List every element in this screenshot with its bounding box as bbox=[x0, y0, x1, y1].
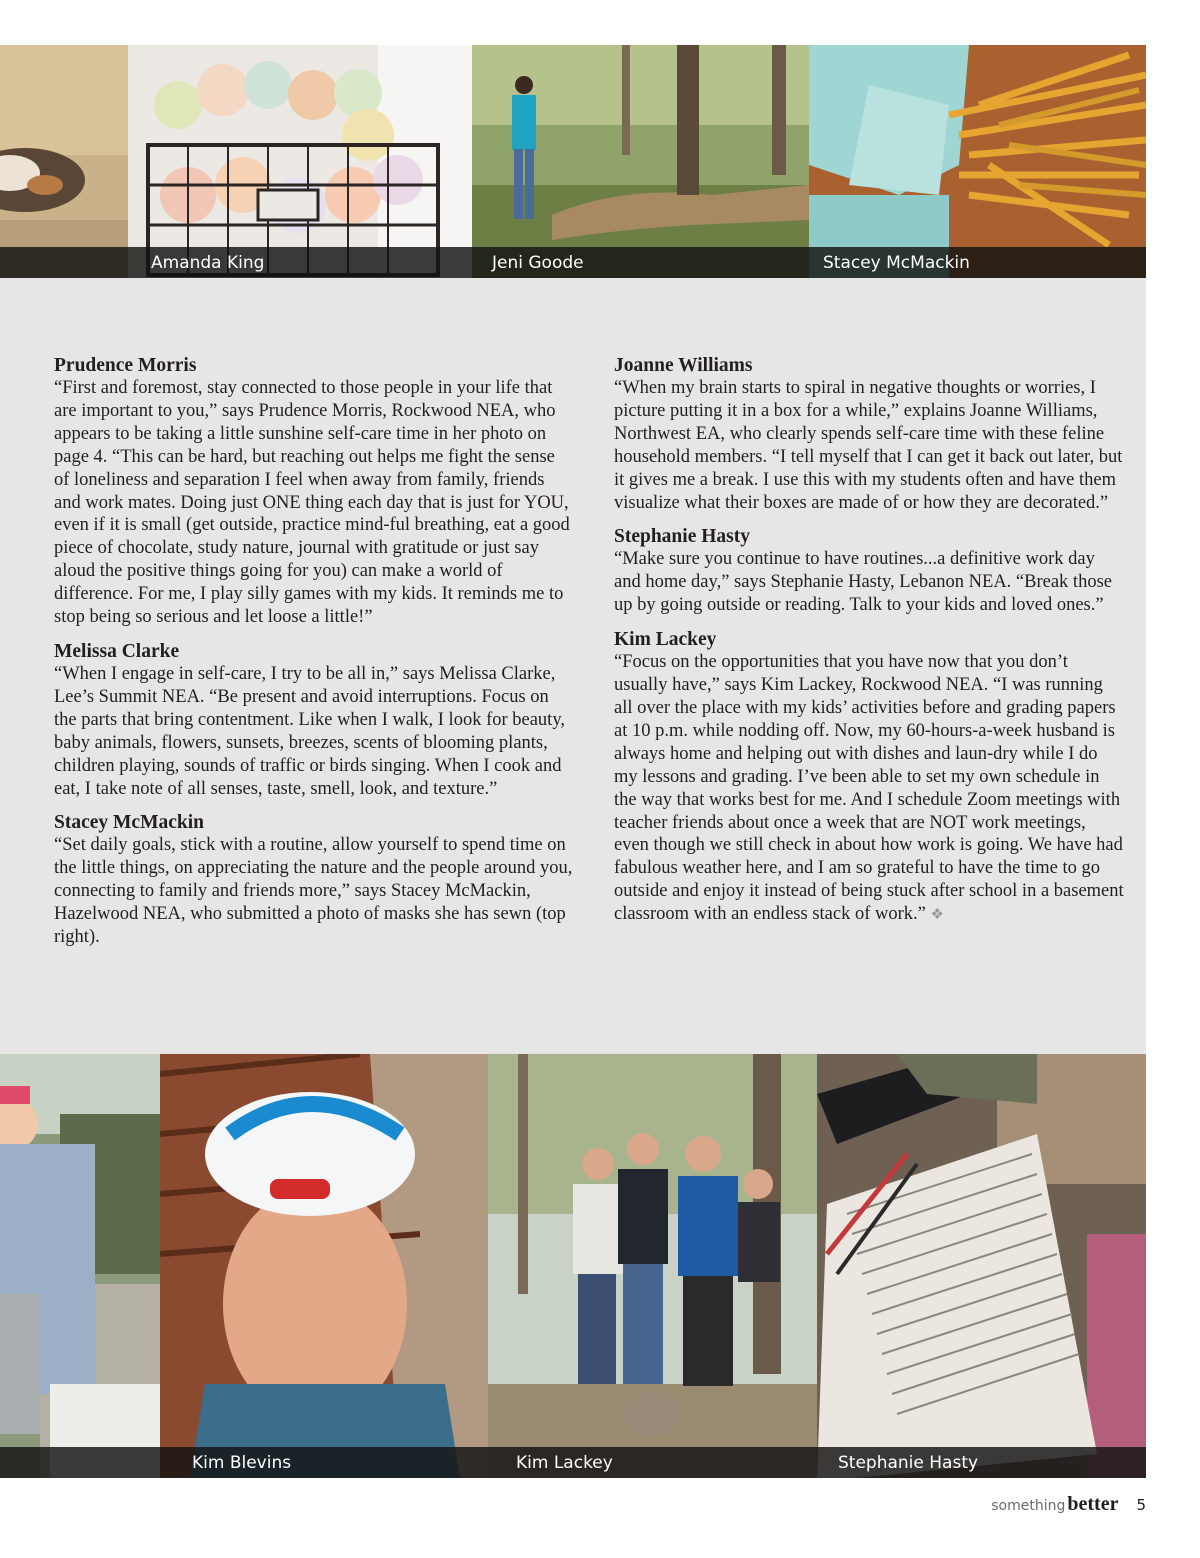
left-column bbox=[54, 354, 574, 960]
bottom-photo-strip bbox=[0, 1054, 1146, 1478]
testimonial-panel bbox=[0, 278, 1146, 1054]
photo-amanda-king bbox=[128, 45, 472, 278]
woodland-walk-image bbox=[472, 45, 809, 278]
footer-brand-light: something bbox=[991, 1498, 1066, 1514]
entry-heading: Prudence Morris bbox=[54, 355, 197, 376]
entry-heading: Melissa Clarke bbox=[54, 640, 180, 662]
page-footer bbox=[991, 1493, 1146, 1516]
entry-body: “When I engage in self-care, I try to be all in,” says Melissa Clarke, Lee’s Summit NEA. “Be present and avoid interruptions. Focus on the parts that bring contentment. Like when I walk, I look for beauty, baby animals, flowers, sunsets, breezes, scents of blooming plants, children playing, sounds of traffic or birds singing. When I cook and eat, I take note of all senses, taste, smell, look, and texture.” bbox=[54, 663, 565, 799]
photo-kim-blevins bbox=[160, 1054, 488, 1478]
cat-image bbox=[0, 45, 128, 278]
photo-caption: Kim Lackey bbox=[516, 1453, 613, 1473]
top-photo-strip bbox=[0, 45, 1146, 278]
family-photo-image bbox=[488, 1054, 817, 1478]
page-number: 5 bbox=[1136, 1496, 1146, 1514]
footer-brand-bold: better bbox=[1067, 1493, 1119, 1515]
photo-kim-lackey bbox=[488, 1054, 817, 1478]
photo-caption: Jeni Goode bbox=[492, 253, 584, 273]
right-column bbox=[614, 354, 1124, 938]
entry-body: “Set daily goals, stick with a routine, allow yourself to spend time on the little things, on appreciating the nature and the people around you, connecting to family and friends more,” says Stacey McMackin, Hazelwood NEA, who submitted a photo of masks she has sewn (top right). bbox=[54, 835, 573, 948]
entry-body: “First and foremost, stay connected to those people in your life that are important to you,” says Prudence Morris, Rockwood NEA, who appears to be taking a little sunshine self-care time in her photo on page 4. “This can be hard, but reaching out helps me fight the sense of loneliness and separation I feel when away from family, friends and work mates. Doing just ONE thing each day that is just for YOU, even if it is small (get outside, practice mind-ful breathing, eat a good piece of chocolate, study nature, journal with gratitude or just say aloud the positive things going for you) can make a world of difference. For me, I play silly games with my kids. It reminds me to stop being so serious and let loose a little!” bbox=[54, 378, 570, 628]
end-mark-icon: ❖ bbox=[930, 907, 944, 924]
bath-bombs-image bbox=[128, 45, 472, 278]
cyclist-selfie-image bbox=[160, 1054, 488, 1478]
fishing-image bbox=[0, 1054, 160, 1478]
photo-fishing bbox=[0, 1054, 160, 1478]
photo-stephanie-hasty bbox=[817, 1054, 1146, 1478]
entry-joanne-williams bbox=[614, 354, 1124, 514]
book-and-remote-image bbox=[817, 1054, 1146, 1478]
photo-stacey-mcmackin bbox=[809, 45, 1146, 278]
photo-caption: Kim Blevins bbox=[192, 1453, 292, 1473]
caption-bar bbox=[0, 247, 128, 278]
photo-caption: Stacey McMackin bbox=[823, 253, 970, 273]
entry-melissa-clarke bbox=[54, 640, 574, 800]
entry-heading: Joanne Williams bbox=[614, 355, 753, 376]
entry-body: “Make sure you continue to have routines...a definitive work day and home day,” says Stephanie Hasty, Lebanon NEA. “Break those up by going outside or reading. Talk to your kids and loved ones.” bbox=[614, 549, 1112, 616]
entry-heading: Stephanie Hasty bbox=[614, 526, 750, 548]
entry-kim-lackey bbox=[614, 628, 1124, 927]
entry-stacey-mcmackin bbox=[54, 811, 574, 949]
entry-body bbox=[614, 651, 1124, 927]
photo-caption: Amanda King bbox=[151, 253, 265, 273]
photo-jeni-goode bbox=[472, 45, 809, 278]
entry-body-text: “Focus on the opportunities that you have now that you don’t usually have,” says Kim Lackey, Rockwood NEA. “I was running all over the place with my kids’ activities before and grading papers at 10 p.m. while nodding off. Now, my 60-hours-a-week husband is always home and helping out with dishes and laun-dry while I do my lessons and grading. I’ve been able to set my own schedule in the way that works best for me. And I schedule Zoom meetings with teacher friends about once a week that are NOT work meetings, even though we still check in about how work is going. We have had fabulous weather here, and I am so grateful to have the time to go outside and enjoy it instead of being stuck after school in a basement classroom with an endless stack of work.” bbox=[614, 652, 1124, 925]
caption-bar bbox=[0, 1447, 160, 1478]
entry-prudence-morris bbox=[54, 354, 574, 629]
entry-heading: Stacey McMackin bbox=[54, 812, 205, 834]
entry-heading: Kim Lackey bbox=[614, 629, 717, 651]
photo-cat bbox=[0, 45, 128, 278]
sewn-masks-image bbox=[809, 45, 1146, 278]
entry-stephanie-hasty bbox=[614, 525, 1124, 617]
entry-body: “When my brain starts to spiral in negative thoughts or worries, I picture putting it in a box for a while,” explains Joanne Williams, Northwest EA, who clearly spends self-care time with these feline household members. “I tell myself that I can get it back out later, but it gives me a break. I use this with my students often and have them visualize what their boxes are made of or how they are decorated.” bbox=[614, 378, 1123, 513]
photo-caption: Stephanie Hasty bbox=[838, 1453, 979, 1473]
